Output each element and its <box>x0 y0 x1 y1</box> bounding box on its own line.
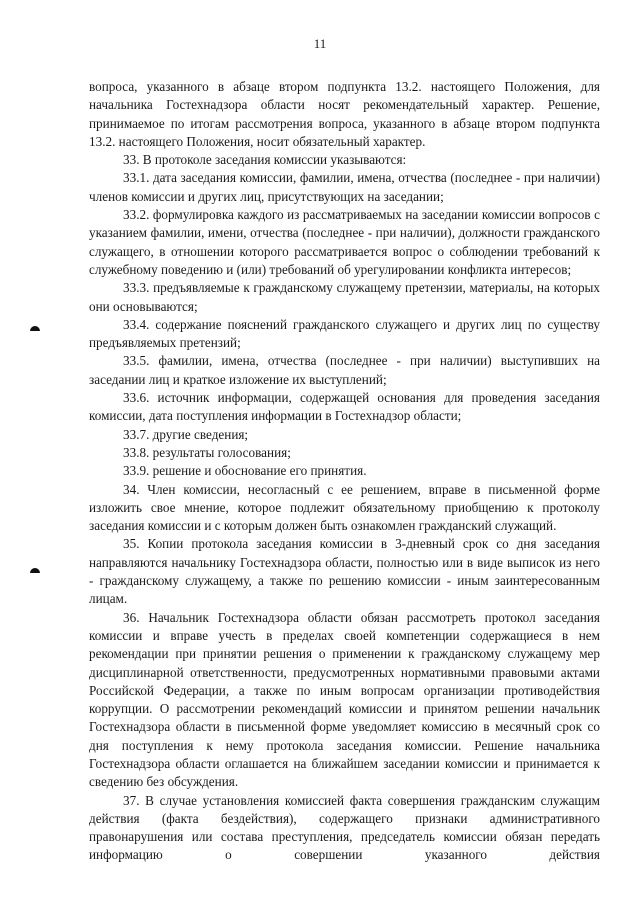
document-body <box>89 78 600 865</box>
paragraph-33-4: 33.4. содержание пояснений гражданского служащего и других лиц по существу предъявляемых претензий; <box>89 316 600 351</box>
paragraph-33: 33. В протоколе заседания комиссии указываются: <box>123 152 407 168</box>
punch-hole-mark <box>30 326 40 331</box>
paragraph-34: 34. Член комиссии, несогласный с ее решением, вправе в письменной форме изложить свое мнение, которое подлежит обязательному приобщению к протоколу заседания комиссии и с которым должен быть ознакомлен гражданский служащий. <box>89 481 600 534</box>
paragraph-33-8: 33.8. результаты голосования; <box>123 444 291 460</box>
punch-hole-mark <box>30 568 40 573</box>
page-number: 11 <box>313 36 327 51</box>
paragraph-33-5: 33.5. фамилии, имена, отчества (последнее - при наличии) выступивших на заседании лиц и краткое изложение их выступлений; <box>89 353 600 387</box>
paragraph-33-2: 33.2. формулировка каждого из рассматриваемых на заседании комиссии вопросов с указанием фамилии, имени, отчества (последнее - при наличии), должности гражданского служащего, в отношении которого рассматривается вопрос о соблюдении требований к служебному поведению и (или) требований об урегулировании конфликта интересов; <box>89 207 600 277</box>
paragraph-36: 36. Начальник Гостехнадзора области обязан рассмотреть протокол заседания комиссии и вправе учесть в пределах своей компетенции содержащиеся в нем рекомендации при принятии решения о применении к гражданскому служащему мер дисциплинарной ответственности, предусмотренных нормативными правовыми актами Российской Федерации, а также по иным вопросам организации противодействия коррупции. О рассмотрении рекомендаций комиссии и принятом решении начальник Гостехнадзора области в письменной форме уведомляет комиссию в месячный срок со дня поступления к нему протокола заседания комиссии. Решение начальника Гостехнадзора области оглашается на ближайшем заседании комиссии и принимается к сведению без обсуждения. <box>89 609 600 790</box>
paragraph-37: 37. В случае установления комиссией факта совершения гражданским служащим действия (факта бездействия), содержащего признаки административного правонарушения или состава преступления, председатель комиссии обязан передать информацию о совершении указанного действия <box>89 792 600 863</box>
paragraph-continuation: вопроса, указанного в абзаце втором подпункта 13.2. настоящего Положения, для начальника Гостехнадзора области носят рекомендательный характер. Решение, принимаемое по итогам рассмотрения вопроса, указанного в абзаце втором подпункта 13.2. настоящего Положения, носит обязательный характер. <box>89 79 600 149</box>
paragraph-33-3: 33.3. предъявляемые к гражданскому служащему претензии, материалы, на которых они основываются; <box>89 280 600 314</box>
paragraph-33-6: 33.6. источник информации, содержащей основания для проведения заседания комиссии, дата поступления информации в Гостехнадзор области; <box>89 390 600 424</box>
paragraph-33-7: 33.7. другие сведения; <box>123 426 249 442</box>
paragraph-33-9: 33.9. решение и обоснование его принятия. <box>123 463 367 479</box>
paragraph-35: 35. Копии протокола заседания комиссии в 3-дневный срок со дня заседания направляются начальнику Гостехнадзора области, полностью или в виде выписок из него - гражданскому служащему, а также по решению комиссии - иным заинтересованным лицам. <box>89 536 600 607</box>
paragraph-33-1: 33.1. дата заседания комиссии, фамилии, имена, отчества (последнее - при наличии) членов комиссии и других лиц, присутствующих на заседании; <box>89 170 600 204</box>
